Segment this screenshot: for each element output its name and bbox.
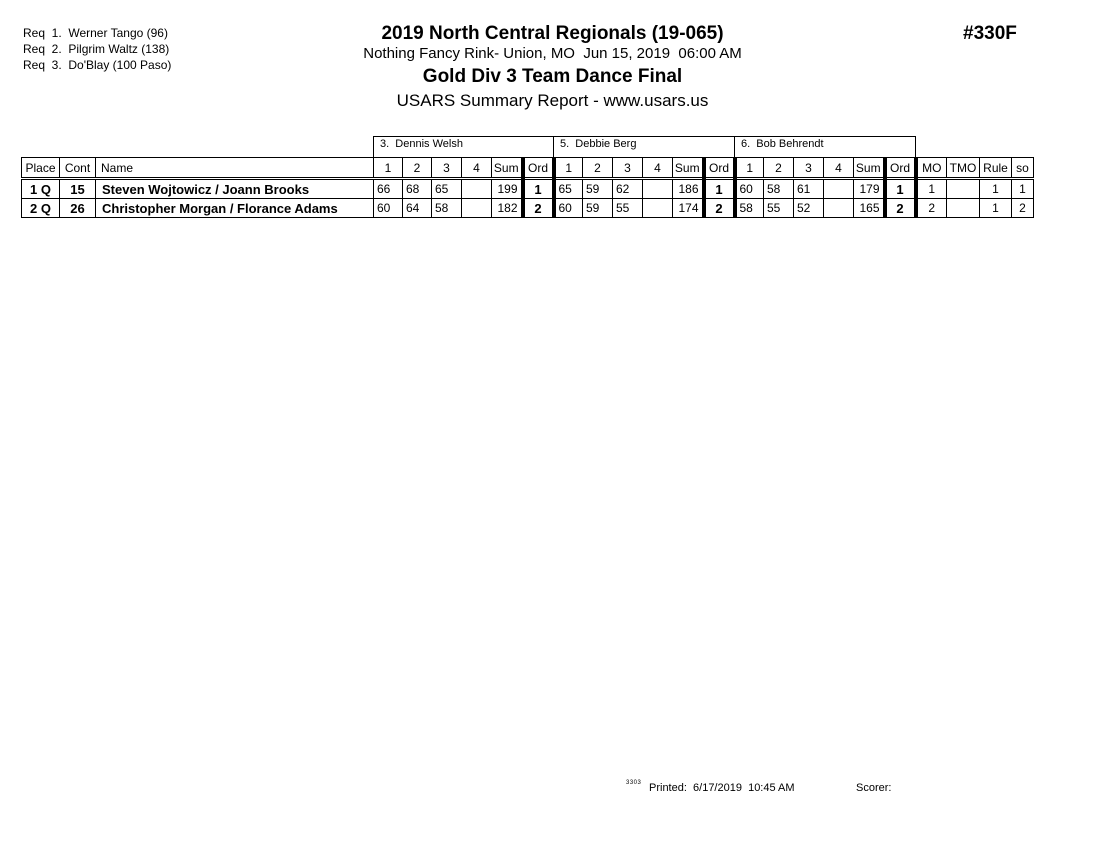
results-table [21,157,1034,218]
judge-header-1: 3. Dennis Welsh [373,136,554,157]
col-so: so [1012,158,1034,179]
col-j2-s4: 4 [643,158,673,179]
tmo-cell [947,179,980,199]
j3-score-2: 55 [764,199,794,218]
name-cell: Christopher Morgan / Florance Adams [96,199,374,218]
col-j1-s3: 3 [432,158,462,179]
so-cell: 1 [1012,179,1034,199]
mo-cell: 1 [916,179,947,199]
col-j2-sum: Sum [673,158,704,179]
j2-ord: 1 [704,179,735,199]
col-j3-s1: 1 [735,158,764,179]
j3-score-3: 52 [794,199,824,218]
col-tmo: TMO [947,158,980,179]
col-j3-sum: Sum [854,158,885,179]
j2-score-1: 65 [554,179,583,199]
name-cell: Steven Wojtowicz / Joann Brooks [96,179,374,199]
j2-score-3: 55 [613,199,643,218]
j3-sum: 179 [854,179,885,199]
j3-ord: 1 [885,179,916,199]
report-code: 3303 [626,780,642,786]
j3-score-3: 61 [794,179,824,199]
j3-score-2: 58 [764,179,794,199]
column-header-row [22,158,1034,179]
report-header [300,22,805,112]
cont-cell: 15 [60,179,96,199]
col-j1-s1: 1 [374,158,403,179]
printed-timestamp: Printed: 6/17/2019 10:45 AM [649,782,795,794]
table-row [22,179,1034,199]
j3-score-1: 58 [735,199,764,218]
j2-ord: 2 [704,199,735,218]
col-mo: MO [916,158,947,179]
j1-score-4 [462,199,492,218]
required-elements-list [23,25,171,73]
j2-score-3: 62 [613,179,643,199]
col-j2-ord: Ord [704,158,735,179]
event-title: Gold Div 3 Team Dance Final [422,66,683,87]
col-j3-ord: Ord [885,158,916,179]
j3-score-1: 60 [735,179,764,199]
j2-score-2: 59 [583,199,613,218]
col-j3-s3: 3 [794,158,824,179]
j2-score-4 [643,179,673,199]
col-j1-ord: Ord [523,158,554,179]
j1-score-2: 64 [403,199,432,218]
j1-score-4 [462,179,492,199]
j2-score-1: 60 [554,199,583,218]
j2-sum: 174 [673,199,704,218]
required-element-3: Req 3. Do'Blay (100 Paso) [23,58,172,72]
col-j3-s4: 4 [824,158,854,179]
j1-score-3: 58 [432,199,462,218]
j2-sum: 186 [673,179,704,199]
col-place: Place [22,158,60,179]
mo-cell: 2 [916,199,947,218]
scorer-label: Scorer: [856,782,892,794]
col-name: Name [96,158,374,179]
place-cell: 1 Q [22,179,60,199]
col-j2-s1: 1 [554,158,583,179]
table-row [22,199,1034,218]
required-element-2: Req 2. Pilgrim Waltz (138) [23,42,170,56]
col-rule: Rule [980,158,1012,179]
col-j3-s2: 2 [764,158,794,179]
j3-ord: 2 [885,199,916,218]
j1-sum: 199 [492,179,523,199]
j3-score-4 [824,179,854,199]
j2-score-2: 59 [583,179,613,199]
j2-score-4 [643,199,673,218]
col-j2-s2: 2 [583,158,613,179]
required-element-1: Req 1. Werner Tango (96) [23,26,168,40]
col-j1-s4: 4 [462,158,492,179]
j3-sum: 165 [854,199,885,218]
j1-sum: 182 [492,199,523,218]
so-cell: 2 [1012,199,1034,218]
judge-header-3: 6. Bob Behrendt [734,136,916,157]
venue-date: Nothing Fancy Rink- Union, MO Jun 15, 2019 06:00 AM [363,45,742,62]
j1-score-2: 68 [403,179,432,199]
report-title: USARS Summary Report - www.usars.us [396,91,709,110]
j1-score-1: 60 [374,199,403,218]
j1-ord: 2 [523,199,554,218]
j3-score-4 [824,199,854,218]
col-j1-sum: Sum [492,158,523,179]
col-j2-s3: 3 [613,158,643,179]
j1-score-3: 65 [432,179,462,199]
cont-cell: 26 [60,199,96,218]
rule-cell: 1 [980,199,1012,218]
rule-cell: 1 [980,179,1012,199]
tmo-cell [947,199,980,218]
event-number: #330F [963,23,1017,44]
competition-title: 2019 North Central Regionals (19-065) [381,23,724,44]
j1-score-1: 66 [374,179,403,199]
j1-ord: 1 [523,179,554,199]
col-cont: Cont [60,158,96,179]
place-cell: 2 Q [22,199,60,218]
col-j1-s2: 2 [403,158,432,179]
judge-header-2: 5. Debbie Berg [553,136,735,157]
